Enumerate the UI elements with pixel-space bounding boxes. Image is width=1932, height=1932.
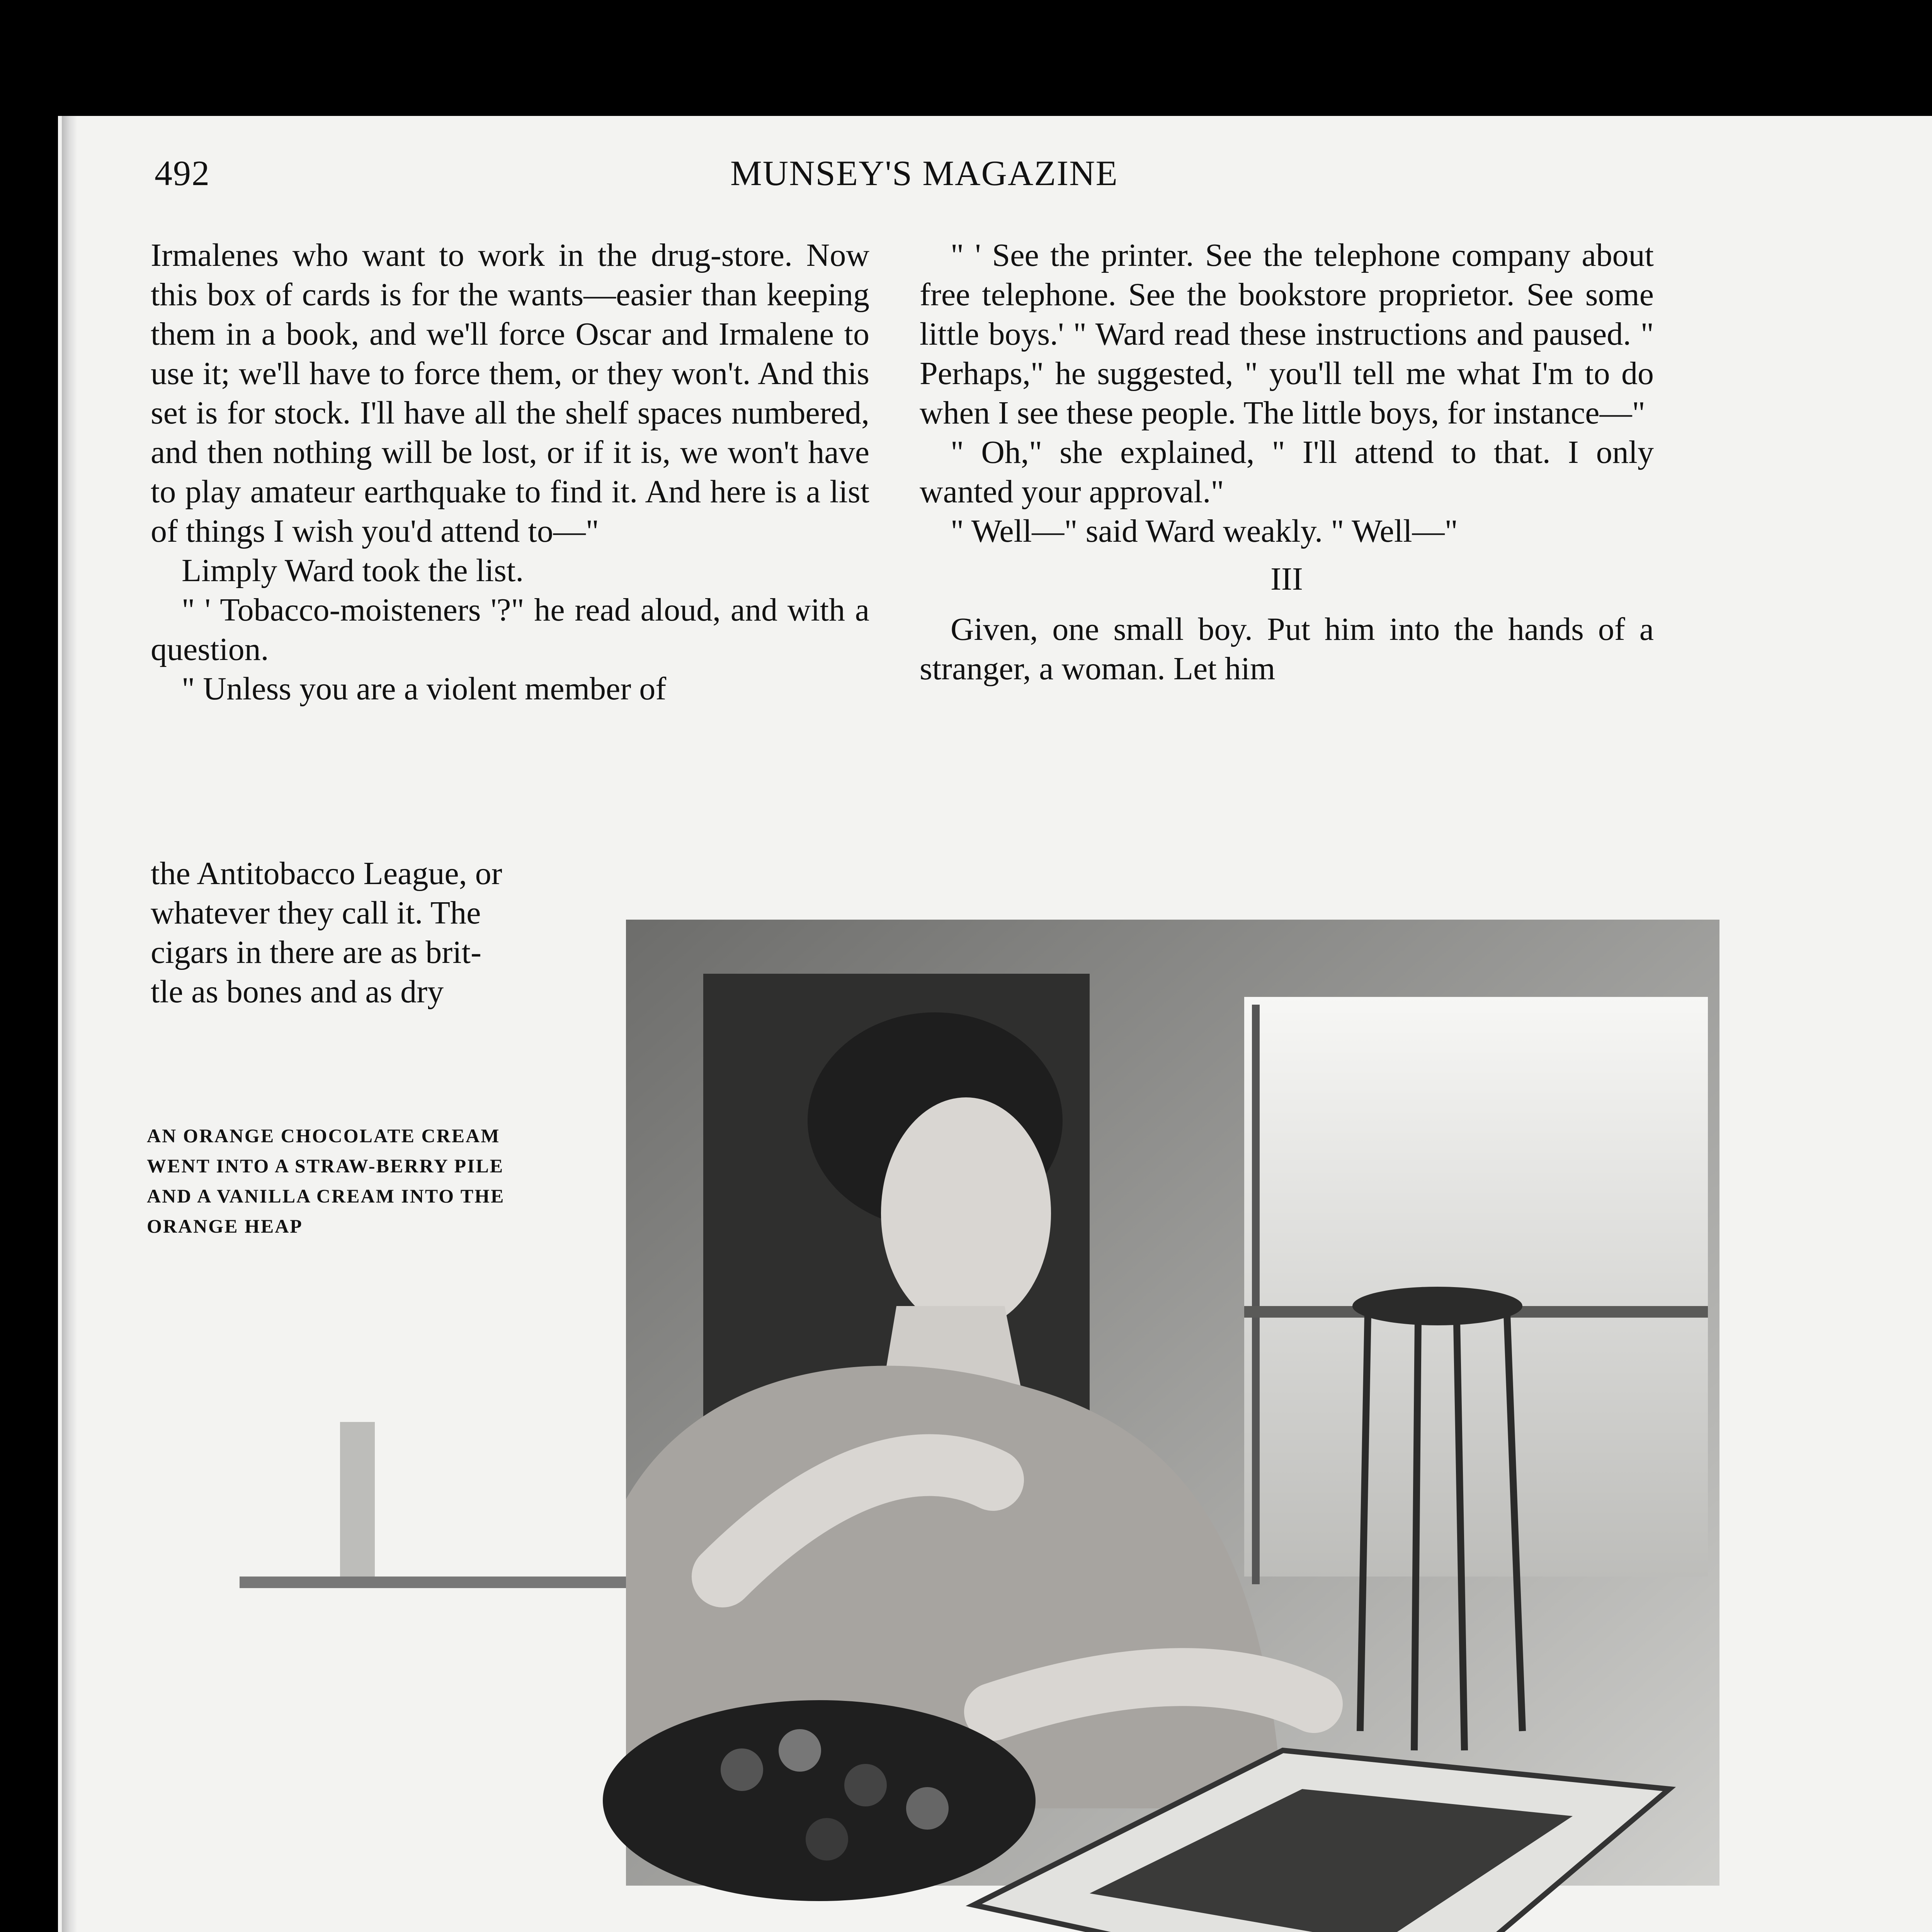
- wrap-line: tle as bones and as dry: [151, 974, 444, 1010]
- wrap-line: the Antitobacco League, or: [151, 855, 502, 891]
- window: [1244, 997, 1708, 1577]
- page-header: [0, 153, 1932, 203]
- illustration: [240, 920, 1719, 1932]
- illustration-caption: AN ORANGE CHOCOLATE CREAM WENT INTO A STRAW-BERRY PILE AND A VANILLA CREAM INTO THE ORANGE HEAP: [147, 1125, 505, 1237]
- page-number: 492: [155, 153, 210, 193]
- paragraph: " Unless you are a violent member of: [182, 671, 667, 707]
- candy-pile: [603, 1700, 1036, 1901]
- bottle: [340, 1422, 375, 1577]
- paragraph: " ' See the printer. See the telephone company about free telephone. See the bookstore proprietor. See some little boys.' " Ward read these instructions and paused. " Perhaps," he suggested, " you'll tell me what I'm to do when I see these people. The little boys, for instance—": [920, 237, 1654, 431]
- section-opening: Given, one small boy. Put him into the hands of a stranger, a woman. Let him: [920, 611, 1654, 687]
- paragraph: Limply Ward took the list.: [182, 553, 524, 588]
- paragraph: " ' Tobacco-moisteners '?" he read aloud, and with a question.: [151, 592, 869, 667]
- paragraph: " Well—" said Ward weakly. " Well—": [951, 513, 1458, 549]
- paragraph: Irmalenes who want to work in the drug-store. Now this box of cards is for the wants—easier than keeping them in a book, and we'll force Oscar and Irmalene to use it; we'll have to force them, or they won't. And this set is for stock. I'll have all the shelf spaces numbered, and then nothing will be lost, or if it is, we won't have to play amateur earthquake to find it. And here is a list of things I wish you'd attend to—": [151, 237, 869, 549]
- left-column-top: [151, 236, 869, 709]
- wrap-line: cigars in there are as brit-: [151, 934, 481, 970]
- paragraph: " Oh," she explained, " I'll attend to that. I only wanted your approval.": [920, 434, 1654, 510]
- running-head: MUNSEY'S MAGAZINE: [730, 153, 1118, 193]
- wrap-line: whatever they call it. The: [151, 895, 481, 931]
- right-column-top: [920, 236, 1654, 689]
- section-number: III: [1270, 561, 1303, 597]
- page-gutter-shadow: [62, 116, 77, 1932]
